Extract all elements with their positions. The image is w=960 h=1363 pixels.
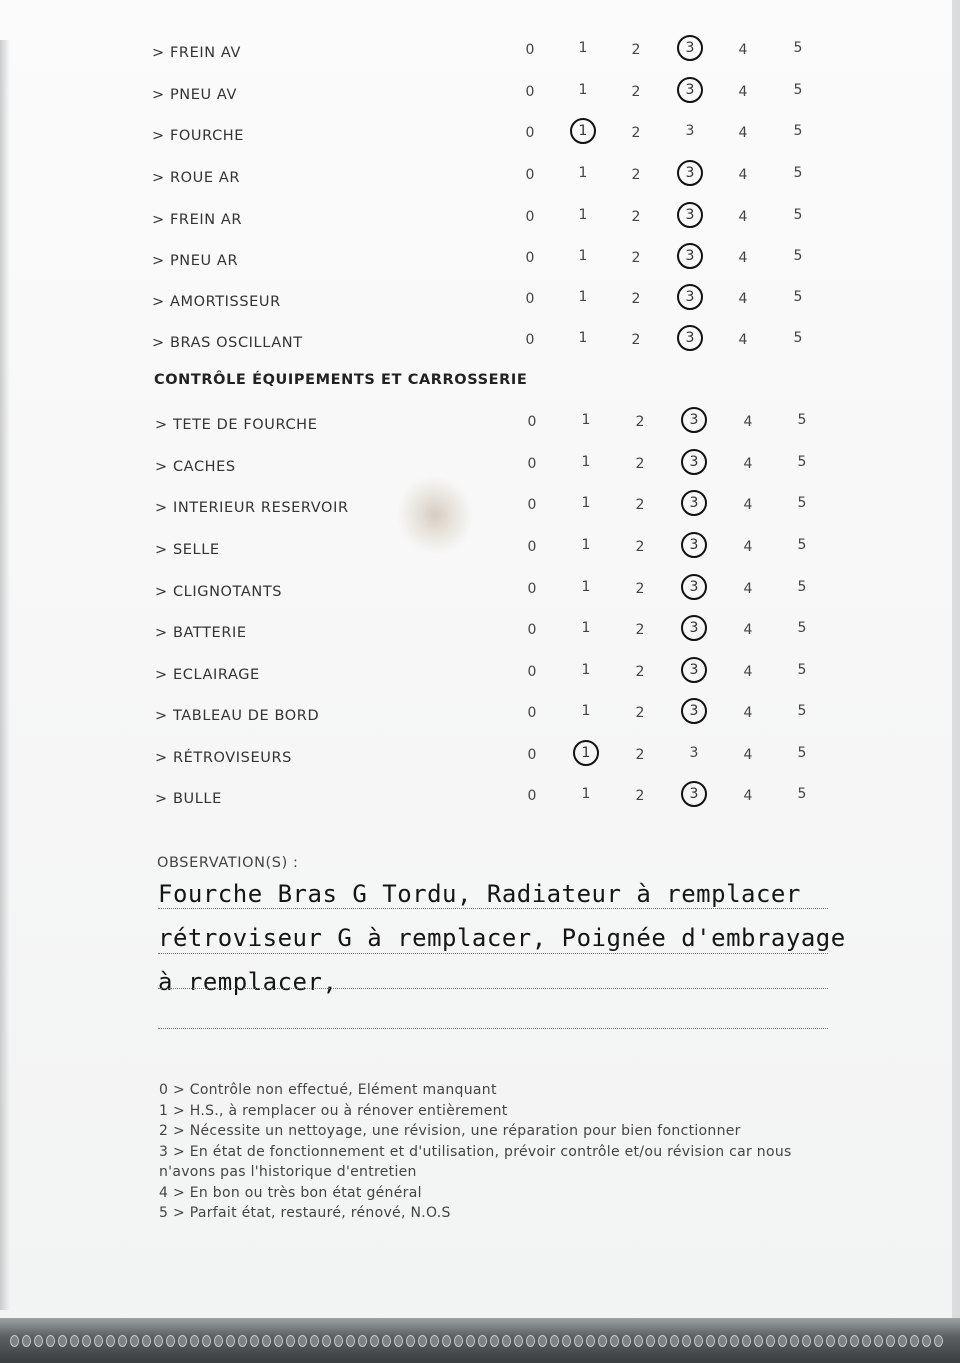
- row-label: > BULLE: [155, 791, 222, 807]
- score-option[interactable]: 4: [743, 414, 753, 430]
- score-option[interactable]: 0: [525, 209, 535, 225]
- binder-ring: [826, 1335, 835, 1347]
- binder-ring: [718, 1335, 727, 1347]
- binder-ring: [694, 1335, 703, 1347]
- score-option-selected[interactable]: 3: [681, 490, 707, 516]
- score-option[interactable]: 2: [635, 456, 645, 472]
- binder-strip: [0, 1318, 960, 1363]
- observation-rule: [158, 1028, 828, 1029]
- binder-ring: [898, 1335, 907, 1347]
- binder-ring: [490, 1335, 499, 1347]
- score-option[interactable]: 1: [578, 40, 588, 56]
- binder-ring: [910, 1335, 919, 1347]
- checklist-row: [0, 658, 900, 692]
- binder-ring: [394, 1335, 403, 1347]
- score-option[interactable]: 5: [797, 703, 807, 719]
- score-option[interactable]: 4: [743, 581, 753, 597]
- score-option[interactable]: 1: [581, 579, 591, 595]
- score-option[interactable]: 0: [527, 539, 537, 555]
- binder-ring: [706, 1335, 715, 1347]
- score-option-selected[interactable]: 3: [681, 781, 707, 807]
- score-option[interactable]: 3: [689, 745, 699, 761]
- checklist-row: [0, 699, 900, 733]
- row-label: > PNEU AR: [152, 253, 239, 269]
- score-option[interactable]: 5: [797, 745, 807, 761]
- legend-line: 5 > Parfait état, restauré, rénové, N.O.S: [159, 1205, 451, 1221]
- score-option[interactable]: 2: [631, 42, 641, 58]
- score-option[interactable]: 5: [797, 495, 807, 511]
- binder-ring: [250, 1335, 259, 1347]
- binder-ring: [370, 1335, 379, 1347]
- score-option[interactable]: 0: [527, 705, 537, 721]
- score-option[interactable]: 5: [797, 579, 807, 595]
- score-option[interactable]: 0: [527, 664, 537, 680]
- score-option[interactable]: 0: [527, 622, 537, 638]
- binder-ring: [802, 1335, 811, 1347]
- binder-ring: [850, 1335, 859, 1347]
- row-label: > AMORTISSEUR: [152, 294, 281, 310]
- row-label: > CLIGNOTANTS: [155, 584, 283, 600]
- binder-ring: [838, 1335, 847, 1347]
- score-option-selected[interactable]: 3: [681, 449, 707, 475]
- score-option-selected[interactable]: 3: [681, 657, 707, 683]
- binder-ring: [562, 1335, 571, 1347]
- legend-line: 1 > H.S., à remplacer ou à rénover entièrement: [159, 1102, 508, 1119]
- binder-ring: [346, 1335, 355, 1347]
- binder-ring: [874, 1335, 883, 1347]
- score-option[interactable]: 3: [685, 123, 695, 139]
- score-option-selected[interactable]: 3: [681, 574, 707, 600]
- score-option[interactable]: 4: [738, 209, 748, 225]
- score-option[interactable]: 2: [631, 125, 641, 141]
- score-option[interactable]: 5: [793, 82, 803, 98]
- score-option[interactable]: 5: [797, 620, 807, 636]
- row-label: > SELLE: [155, 542, 220, 558]
- score-option[interactable]: 0: [525, 42, 535, 58]
- score-option[interactable]: 5: [797, 454, 807, 470]
- binder-ring: [10, 1335, 19, 1347]
- binder-ring: [322, 1335, 331, 1347]
- checklist-row: [0, 244, 900, 278]
- score-option[interactable]: 4: [743, 705, 753, 721]
- score-option[interactable]: 5: [793, 248, 803, 264]
- score-option-selected[interactable]: 1: [573, 740, 599, 766]
- score-option[interactable]: 2: [635, 539, 645, 555]
- score-option[interactable]: 1: [581, 703, 591, 719]
- binder-ring: [814, 1335, 823, 1347]
- score-option[interactable]: 5: [793, 330, 803, 346]
- score-option[interactable]: 5: [793, 165, 803, 181]
- score-option[interactable]: 0: [525, 167, 535, 183]
- binder-ring: [82, 1335, 91, 1347]
- legend-line: 3 > En état de fonctionnement et d'utilisation, prévoir contrôle et/ou révision car nous: [159, 1143, 792, 1160]
- checklist-row: [0, 203, 900, 237]
- score-option[interactable]: 1: [581, 786, 591, 802]
- binder-ring: [430, 1335, 439, 1347]
- binder-ring: [538, 1335, 547, 1347]
- row-label: > CACHES: [155, 459, 236, 475]
- score-option[interactable]: 2: [635, 747, 645, 763]
- score-option[interactable]: 4: [743, 788, 753, 804]
- score-option-selected[interactable]: 3: [677, 325, 703, 351]
- binder-ring: [478, 1335, 487, 1347]
- score-option[interactable]: 1: [578, 248, 588, 264]
- row-label: > INTERIEUR RESERVOIR: [155, 500, 349, 516]
- binder-ring: [286, 1335, 295, 1347]
- binder-ring: [418, 1335, 427, 1347]
- binder-ring: [274, 1335, 283, 1347]
- binder-ring: [622, 1335, 631, 1347]
- score-option[interactable]: 1: [581, 412, 591, 428]
- score-option[interactable]: 2: [635, 581, 645, 597]
- row-label: > BRAS OSCILLANT: [152, 335, 303, 351]
- binder-ring: [634, 1335, 643, 1347]
- score-option[interactable]: 2: [631, 291, 641, 307]
- binder-ring: [766, 1335, 775, 1347]
- row-label: > ECLAIRAGE: [155, 667, 260, 683]
- row-label: > RÉTROVISEURS: [155, 750, 292, 766]
- checklist-row: [0, 326, 900, 360]
- checklist-row: [0, 491, 900, 525]
- score-option[interactable]: 1: [581, 662, 591, 678]
- binder-ring: [154, 1335, 163, 1347]
- binder-ring: [514, 1335, 523, 1347]
- score-option[interactable]: 4: [743, 497, 753, 513]
- checklist-row: [0, 78, 900, 112]
- binder-ring: [34, 1335, 43, 1347]
- score-option[interactable]: 4: [743, 747, 753, 763]
- score-option[interactable]: 5: [797, 537, 807, 553]
- binder-ring: [526, 1335, 535, 1347]
- binder-ring: [550, 1335, 559, 1347]
- score-option-selected[interactable]: 3: [677, 160, 703, 186]
- score-option[interactable]: 2: [631, 167, 641, 183]
- binder-ring: [22, 1335, 31, 1347]
- checklist-row: [0, 616, 900, 650]
- binder-ring: [298, 1335, 307, 1347]
- observation-rule: [158, 908, 828, 909]
- checklist-row: [0, 119, 900, 153]
- binder-ring: [646, 1335, 655, 1347]
- score-option-selected[interactable]: 3: [677, 284, 703, 310]
- binder-ring: [406, 1335, 415, 1347]
- score-option[interactable]: 0: [527, 456, 537, 472]
- score-option[interactable]: 1: [578, 82, 588, 98]
- score-option[interactable]: 5: [797, 412, 807, 428]
- binder-ring: [310, 1335, 319, 1347]
- binder-ring: [730, 1335, 739, 1347]
- binder-ring: [58, 1335, 67, 1347]
- score-option[interactable]: 4: [738, 42, 748, 58]
- score-option[interactable]: 4: [743, 456, 753, 472]
- observation-line-2: rétroviseur G à remplacer, Poignée d'embrayage: [158, 924, 846, 952]
- checklist-row: [0, 161, 900, 195]
- binder-ring: [586, 1335, 595, 1347]
- score-option[interactable]: 5: [793, 207, 803, 223]
- binder-ring: [226, 1335, 235, 1347]
- binder-ring: [46, 1335, 55, 1347]
- binder-ring: [934, 1335, 943, 1347]
- row-label: > ROUE AR: [152, 170, 241, 186]
- binder-ring: [190, 1335, 199, 1347]
- legend-line: 2 > Nécessite un nettoyage, une révision, une réparation pour bien fonctionner: [159, 1123, 741, 1139]
- score-option[interactable]: 2: [631, 332, 641, 348]
- score-option[interactable]: 2: [635, 705, 645, 721]
- binder-ring: [502, 1335, 511, 1347]
- rating-legend: [159, 1080, 839, 1224]
- row-label: > BATTERIE: [155, 625, 247, 641]
- score-option[interactable]: 2: [635, 788, 645, 804]
- score-option[interactable]: 0: [527, 497, 537, 513]
- binder-ring: [598, 1335, 607, 1347]
- score-option[interactable]: 4: [738, 125, 748, 141]
- observation-line-1: Fourche Bras G Tordu, Radiateur à remplacer: [158, 880, 801, 908]
- binder-ring: [262, 1335, 271, 1347]
- checklist-row: [0, 533, 900, 567]
- score-option[interactable]: 5: [797, 786, 807, 802]
- checklist-row: [0, 285, 900, 319]
- score-option[interactable]: 1: [581, 454, 591, 470]
- binder-ring: [670, 1335, 679, 1347]
- score-option-selected[interactable]: 3: [681, 532, 707, 558]
- checklist-row: [0, 408, 900, 442]
- checklist-row: [0, 450, 900, 484]
- row-label: > FOURCHE: [152, 128, 245, 144]
- score-option[interactable]: 4: [738, 250, 748, 266]
- score-option[interactable]: 4: [743, 664, 753, 680]
- binder-ring: [574, 1335, 583, 1347]
- row-label: > TETE DE FOURCHE: [155, 417, 318, 433]
- binder-ring: [70, 1335, 79, 1347]
- binder-ring: [118, 1335, 127, 1347]
- score-option[interactable]: 0: [527, 788, 537, 804]
- row-label: > PNEU AV: [152, 87, 238, 103]
- binder-ring: [610, 1335, 619, 1347]
- observations-label: OBSERVATION(S) :: [157, 855, 299, 871]
- score-option-selected[interactable]: 3: [681, 698, 707, 724]
- binder-ring: [142, 1335, 151, 1347]
- score-option-selected[interactable]: 3: [677, 77, 703, 103]
- score-option[interactable]: 2: [631, 209, 641, 225]
- binder-ring: [790, 1335, 799, 1347]
- score-option[interactable]: 1: [581, 537, 591, 553]
- score-option[interactable]: 0: [525, 250, 535, 266]
- score-option[interactable]: 4: [743, 539, 753, 555]
- section-title: CONTRÔLE ÉQUIPEMENTS ET CARROSSERIE: [154, 372, 528, 388]
- binder-ring: [382, 1335, 391, 1347]
- score-option[interactable]: 4: [743, 622, 753, 638]
- binder-ring: [94, 1335, 103, 1347]
- score-option-selected[interactable]: 3: [677, 243, 703, 269]
- binder-ring: [166, 1335, 175, 1347]
- binder-ring: [466, 1335, 475, 1347]
- observation-rule: [158, 988, 828, 989]
- binder-ring: [130, 1335, 139, 1347]
- score-option-selected[interactable]: 3: [681, 615, 707, 641]
- row-label: > FREIN AV: [152, 45, 241, 61]
- binder-ring: [922, 1335, 931, 1347]
- score-option[interactable]: 4: [738, 291, 748, 307]
- binder-ring: [778, 1335, 787, 1347]
- binder-ring: [886, 1335, 895, 1347]
- score-option[interactable]: 0: [527, 747, 537, 763]
- binder-ring: [214, 1335, 223, 1347]
- observation-line-3: à remplacer,: [158, 968, 338, 996]
- binder-ring: [754, 1335, 763, 1347]
- legend-line: 0 > Contrôle non effectué, Elément manquant: [159, 1082, 497, 1098]
- binder-ring: [238, 1335, 247, 1347]
- binder-ring: [202, 1335, 211, 1347]
- binder-ring: [742, 1335, 751, 1347]
- score-option[interactable]: 5: [793, 40, 803, 56]
- score-option[interactable]: 1: [578, 289, 588, 305]
- checklist-row: [0, 36, 900, 70]
- score-option[interactable]: 5: [793, 289, 803, 305]
- score-option[interactable]: 5: [793, 123, 803, 139]
- score-option[interactable]: 5: [797, 662, 807, 678]
- score-option[interactable]: 2: [635, 664, 645, 680]
- legend-line: 4 > En bon ou très bon état général: [159, 1184, 422, 1201]
- score-option[interactable]: 2: [631, 250, 641, 266]
- binder-ring: [334, 1335, 343, 1347]
- binder-ring: [178, 1335, 187, 1347]
- score-option-selected[interactable]: 1: [570, 118, 596, 144]
- score-option[interactable]: 4: [738, 332, 748, 348]
- score-option[interactable]: 4: [738, 84, 748, 100]
- checklist-row: [0, 741, 900, 775]
- score-option[interactable]: 0: [527, 414, 537, 430]
- binder-ring: [682, 1335, 691, 1347]
- binder-ring: [106, 1335, 115, 1347]
- score-option[interactable]: 1: [578, 165, 588, 181]
- checklist-row: [0, 782, 900, 816]
- score-option[interactable]: 1: [578, 330, 588, 346]
- score-option[interactable]: 1: [581, 495, 591, 511]
- score-option[interactable]: 2: [631, 84, 641, 100]
- row-label: > TABLEAU DE BORD: [155, 708, 320, 724]
- score-option[interactable]: 2: [635, 414, 645, 430]
- score-option[interactable]: 0: [527, 581, 537, 597]
- binder-ring: [658, 1335, 667, 1347]
- score-option[interactable]: 0: [525, 332, 535, 348]
- score-option-selected[interactable]: 3: [677, 35, 703, 61]
- row-label: > FREIN AR: [152, 212, 243, 228]
- binder-ring: [454, 1335, 463, 1347]
- score-option[interactable]: 4: [738, 167, 748, 183]
- score-option-selected[interactable]: 3: [677, 202, 703, 228]
- observation-rule: [158, 953, 828, 954]
- legend-line: n'avons pas l'historique d'entretien: [159, 1164, 417, 1180]
- score-option[interactable]: 1: [578, 207, 588, 223]
- binder-ring: [358, 1335, 367, 1347]
- score-option[interactable]: 0: [525, 125, 535, 141]
- score-option[interactable]: 1: [581, 620, 591, 636]
- score-option[interactable]: 0: [525, 84, 535, 100]
- score-option-selected[interactable]: 3: [681, 407, 707, 433]
- score-option[interactable]: 2: [635, 497, 645, 513]
- binder-ring: [862, 1335, 871, 1347]
- score-option[interactable]: 0: [525, 291, 535, 307]
- binder-ring: [442, 1335, 451, 1347]
- score-option[interactable]: 2: [635, 622, 645, 638]
- checklist-row: [0, 575, 900, 609]
